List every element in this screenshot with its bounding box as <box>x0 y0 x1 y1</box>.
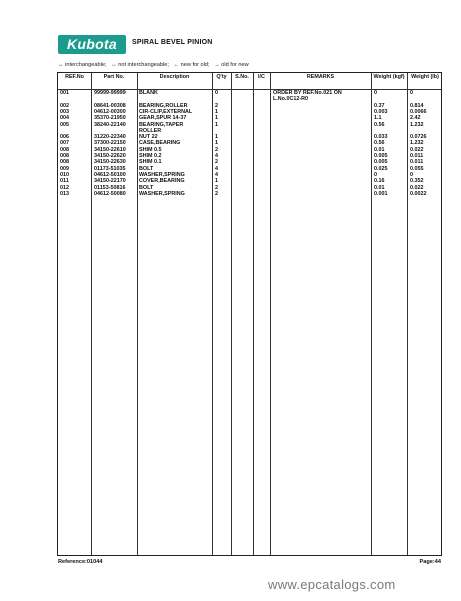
cell-part-no: 31220-22340 <box>94 134 126 141</box>
cell-weight-lb: 1.232 <box>410 121 424 128</box>
cell-description: WASHER,SPRING <box>139 171 185 178</box>
cell-weight-kgf: 0.01 <box>374 184 385 191</box>
column-header-description: Description <box>159 74 190 80</box>
cell-description: SHIM 0.1 <box>139 159 162 166</box>
cell-weight-lb: 0 <box>410 171 413 178</box>
column-header-remarks: REMARKS <box>306 74 335 80</box>
legend-item: → old for new <box>214 62 249 68</box>
cell-remarks: L.No.0C12-R0 <box>273 96 309 103</box>
cell-weight-kgf: 0.01 <box>374 146 385 153</box>
cell-ref: 002 <box>60 102 69 109</box>
cell-description: COVER,BEARING <box>139 178 185 185</box>
cell-ref: 007 <box>60 140 69 147</box>
cell-ref: 008 <box>60 159 69 166</box>
cell-ref: 012 <box>60 184 69 191</box>
cell-part-no: 37300-22150 <box>94 140 126 147</box>
cell-description: NUT 22 <box>139 134 158 141</box>
cell-qty: 0 <box>215 90 218 96</box>
page-number: Page:44 <box>419 559 441 565</box>
cell-qty: 2 <box>215 184 218 191</box>
cell-ref: 001 <box>60 90 69 96</box>
cell-description: CIR-CLIP,EXTERNAL <box>139 108 193 115</box>
cell-part-no: 34150-22610 <box>94 146 126 153</box>
cell-description: ROLLER <box>139 127 162 134</box>
kubota-logo: Kubota <box>58 35 126 54</box>
cell-weight-kgf: 0.56 <box>374 121 385 128</box>
cell-qty: 1 <box>215 108 218 115</box>
cell-ref: 006 <box>60 134 69 141</box>
cell-part-no: 34150-22620 <box>94 153 126 159</box>
column-header-sno: S.No. <box>235 74 249 80</box>
legend-item: ↔ not interchangeable; <box>111 62 169 68</box>
cell-part-no: 34150-22170 <box>94 178 126 185</box>
cell-part-no: 04612-00300 <box>94 108 126 115</box>
legend-item: ← new for old; <box>173 62 210 68</box>
cell-weight-lb: 0.0022 <box>410 190 427 197</box>
cell-weight-lb: 2.42 <box>410 115 421 122</box>
cell-remarks: ORDER BY REF.No.021 ON <box>273 90 342 96</box>
parts-table <box>57 72 442 556</box>
cell-part-no: 08641-00308 <box>94 102 126 109</box>
cell-description: BLANK <box>139 90 158 96</box>
cell-ref: 005 <box>60 121 69 128</box>
cell-part-no: 04612-50080 <box>94 190 126 197</box>
cell-part-no: 04612-50100 <box>94 171 126 178</box>
cell-weight-lb: 0.022 <box>410 184 424 191</box>
cell-qty: 1 <box>215 115 218 122</box>
cell-description: SHIM 0.2 <box>139 153 162 159</box>
cell-qty: 2 <box>215 146 218 153</box>
cell-description: BOLT <box>139 165 154 172</box>
cell-weight-lb: 0.011 <box>410 159 424 166</box>
cell-weight-lb: 0.0726 <box>410 134 427 141</box>
cell-part-no: 35370-21950 <box>94 115 126 122</box>
column-header-ref: REF.No <box>65 74 84 80</box>
cell-part-no: 99999-99999 <box>94 90 126 96</box>
cell-ref: 011 <box>60 178 69 185</box>
cell-ref: 008 <box>60 146 69 153</box>
column-header-qty: Q'ty <box>216 74 227 80</box>
cell-weight-kgf: 0.003 <box>374 108 388 115</box>
cell-ref: 003 <box>60 108 69 115</box>
cell-qty: 4 <box>215 153 218 159</box>
cell-description: SHIM 0.5 <box>139 146 162 153</box>
cell-qty: 2 <box>215 102 218 109</box>
column-header-ic: I/C <box>258 74 265 80</box>
reference-number: Reference:01044 <box>58 559 103 565</box>
cell-description: BEARING,ROLLER <box>139 102 188 109</box>
cell-qty: 1 <box>215 121 218 128</box>
interchangeability-legend <box>58 62 252 68</box>
cell-qty: 4 <box>215 171 218 178</box>
cell-description: WASHER,SPRING <box>139 190 185 197</box>
cell-weight-kgf: 0.001 <box>374 190 388 197</box>
cell-ref: 004 <box>60 115 69 122</box>
cell-ref: 010 <box>60 171 69 178</box>
cell-qty: 4 <box>215 165 218 172</box>
cell-weight-kgf: 0.56 <box>374 140 385 147</box>
cell-weight-lb: 0.022 <box>410 146 424 153</box>
cell-description: CASE,BEARING <box>139 140 181 147</box>
cell-weight-kgf: 0 <box>374 90 377 96</box>
cell-ref: 013 <box>60 190 69 197</box>
cell-weight-lb: 0.0066 <box>410 108 427 115</box>
watermark: www.epcatalogs.com <box>268 577 396 592</box>
cell-weight-lb: 0.011 <box>410 153 424 159</box>
cell-weight-lb: 1.232 <box>410 140 424 147</box>
cell-part-no: 01173-51035 <box>94 165 126 172</box>
cell-weight-lb: 0.352 <box>410 178 424 185</box>
cell-weight-lb: 0.055 <box>410 165 424 172</box>
cell-weight-kgf: 0.005 <box>374 153 388 159</box>
cell-description: BOLT <box>139 184 154 191</box>
cell-qty: 2 <box>215 159 218 166</box>
cell-weight-lb: 0.814 <box>410 102 424 109</box>
cell-weight-kgf: 0 <box>374 171 377 178</box>
cell-weight-kgf: 1.1 <box>374 115 382 122</box>
column-header-weight-kgf: Weight (kgf) <box>373 74 405 80</box>
cell-ref: 009 <box>60 165 69 172</box>
cell-weight-kgf: 0.033 <box>374 134 388 141</box>
column-header-weight-lb: Weight (lb) <box>411 74 439 80</box>
page-title: SPIRAL BEVEL PINION <box>132 39 213 46</box>
cell-part-no: 34150-22630 <box>94 159 126 166</box>
cell-qty: 1 <box>215 134 218 141</box>
cell-description: BEARING,TAPER <box>139 121 184 128</box>
cell-qty: 1 <box>215 140 218 147</box>
cell-weight-lb: 0 <box>410 90 413 96</box>
cell-weight-kgf: 0.16 <box>374 178 385 185</box>
column-header-part: Part No. <box>103 74 125 80</box>
cell-weight-kgf: 0.005 <box>374 159 388 166</box>
cell-weight-kgf: 0.025 <box>374 165 388 172</box>
legend-item: ↔ interchangeable; <box>58 62 107 68</box>
cell-qty: 1 <box>215 178 218 185</box>
cell-part-no: 38240-22140 <box>94 121 126 128</box>
cell-description: GEAR,SPUR 14-37 <box>139 115 187 122</box>
table-row <box>58 191 441 197</box>
cell-ref: 008 <box>60 153 69 159</box>
cell-part-no: 01153-50816 <box>94 184 126 191</box>
cell-qty: 2 <box>215 190 218 197</box>
cell-weight-kgf: 0.37 <box>374 102 385 109</box>
